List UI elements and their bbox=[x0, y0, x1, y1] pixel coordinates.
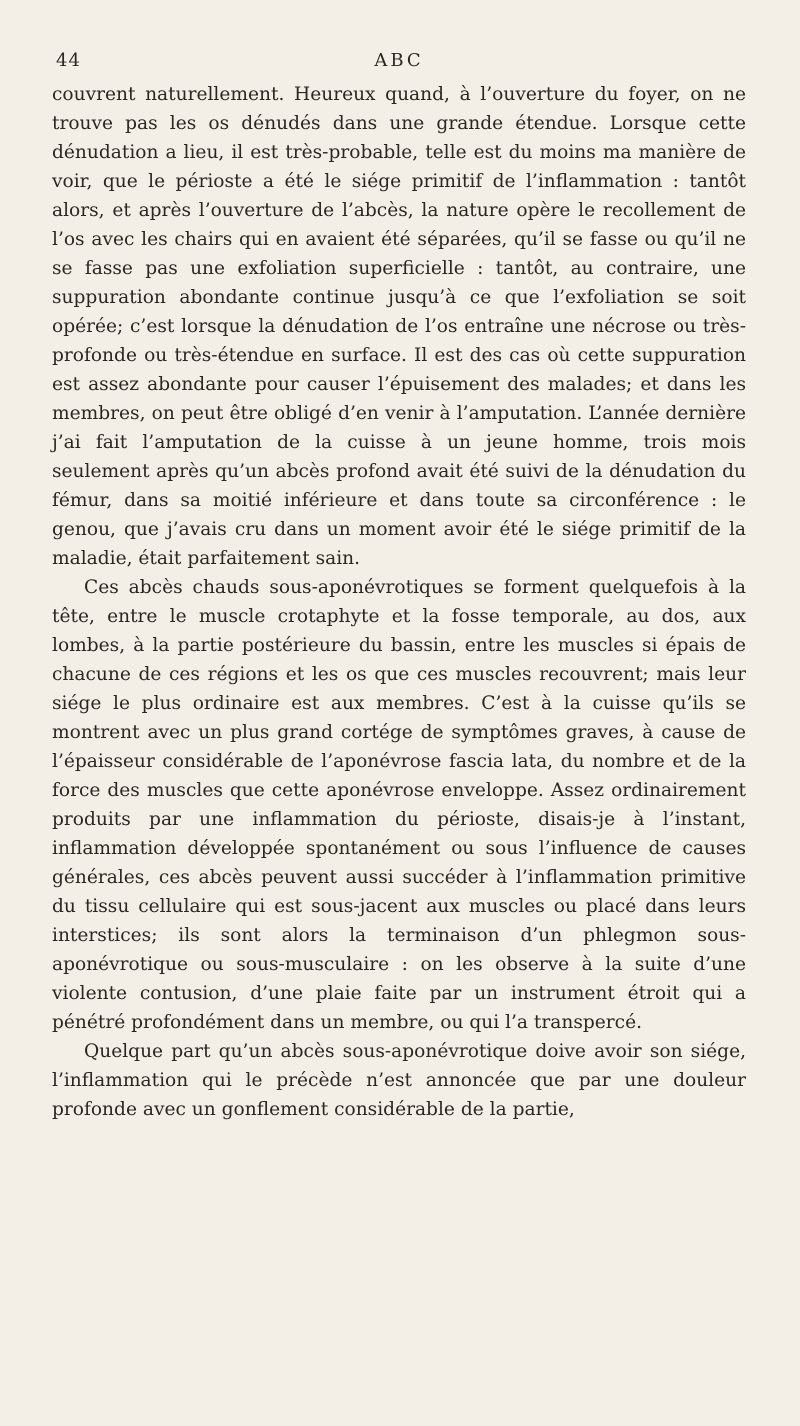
paragraph-siege: Quelque part qu’un abcès sous-aponévrotique doive avoir son siége, l’inflammation qui le précède n’est annoncée que par une douleur profonde avec un gonflement considérable de la partie, bbox=[52, 1041, 746, 1120]
body-text bbox=[52, 80, 746, 1124]
paragraph-abces-chauds: Ces abcès chauds sous-aponévrotiques se forment quelquefois à la tête, entre le muscle crotaphyte et la fosse temporale, au dos, aux lombes, à la partie postérieure du bassin, entre les muscles si épais de chacune de ces régions et les os que ces muscles recouvrent; mais leur siége le plus ordinaire est aux membres. C’est à la cuisse qu’ils se montrent avec un plus grand cortége de symptômes graves, à cause de l’épaisseur considérable de l’aponévrose fascia lata, du nombre et de la force des muscles que cette aponévrose enveloppe. Assez ordinairement produits par une inflammation du périoste, disais-je à l’instant, inflammation développée spontanément ou sous l’influence de causes générales, ces abcès peuvent aussi succéder à l’inflammation primitive du tissu cellulaire qui est sous-jacent aux muscles ou placé dans leurs interstices; ils sont alors la terminaison d’un phlegmon sous-aponévrotique ou sous-musculaire : on les observe à la suite d’une violente contusion, d’une plaie faite par un instrument étroit qui a pénétré profondément dans un membre, ou qui l’a transpercé. bbox=[52, 577, 746, 1033]
paragraph-continuation: couvrent naturellement. Heureux quand, à l’ouverture du foyer, on ne trouve pas les os dénudés dans une grande étendue. Lorsque cette dénudation a lieu, il est très-probable, telle est du moins ma manière de voir, que le périoste a été le siége primitif de l’inflammation : tantôt alors, et après l’ouverture de l’abcès, la nature opère le recollement de l’os avec les chairs qui en avaient été séparées, qu’il se fasse ou qu’il ne se fasse pas une exfoliation superficielle : tantôt, au contraire, une suppuration abondante continue jusqu’à ce que l’exfoliation se soit opérée; c’est lorsque la dénudation de l’os entraîne une nécrose ou très-profonde ou très-étendue en surface. Il est des cas où cette suppuration est assez abondante pour causer l’épuisement des malades; et dans les membres, on peut être obligé d’en venir à l’amputation. L’année dernière j’ai fait l’amputation de la cuisse à un jeune homme, trois mois seulement après qu’un abcès profond avait été suivi de la dénudation du fémur, dans sa moitié inférieure et dans toute sa circonférence : le genou, que j’avais cru dans un moment avoir été le siége primitif de la maladie, était parfaitement sain. bbox=[52, 84, 746, 569]
running-head bbox=[52, 50, 746, 80]
running-title: ABC bbox=[374, 50, 424, 71]
page-number: 44 bbox=[56, 50, 81, 71]
